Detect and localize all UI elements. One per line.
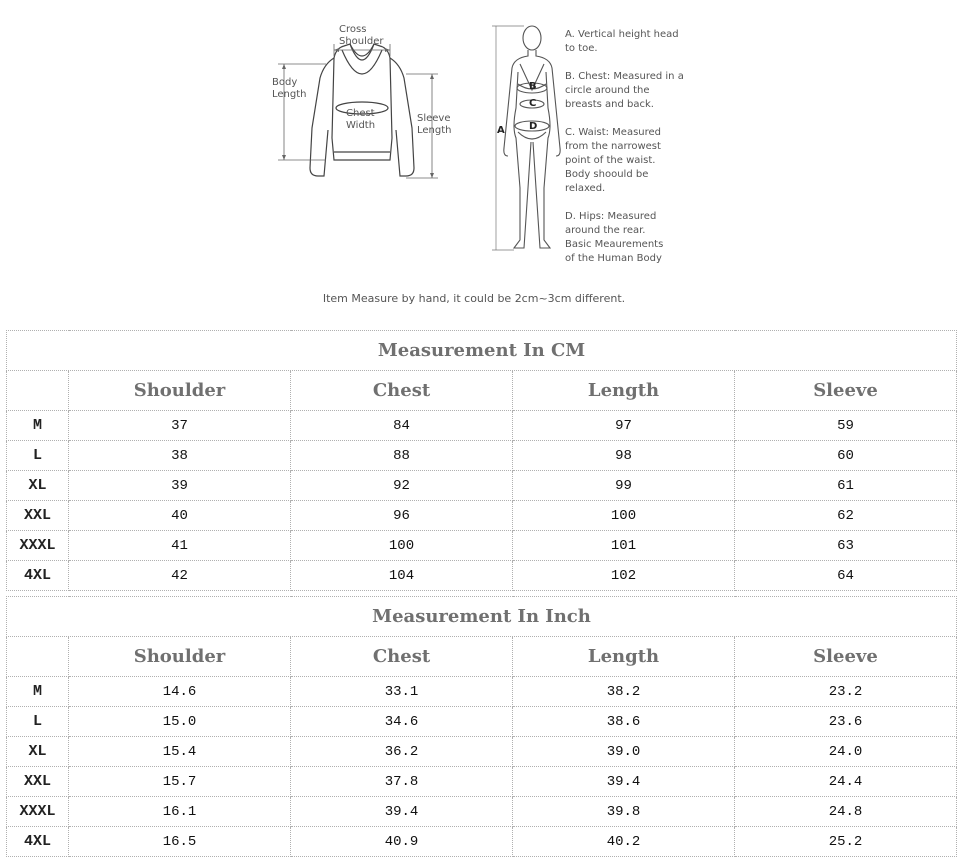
table-row [7,531,957,561]
header-chest: Chest [291,637,513,677]
legend-item-a: A. Vertical height head to toe. [565,29,679,54]
shoulder-value: 42 [69,561,291,591]
body-letter-d: D [529,121,538,132]
sleeve-value: 24.8 [735,797,957,827]
sleeve-value: 62 [735,501,957,531]
sleeve-value: 64 [735,561,957,591]
size-label: XXXL [7,531,69,561]
table-title-row [7,597,957,637]
chest-value: 104 [291,561,513,591]
shoulder-value: 37 [69,411,291,441]
chest-value: 33.1 [291,677,513,707]
shoulder-value: 38 [69,441,291,471]
table-row [7,737,957,767]
table-row [7,707,957,737]
length-value: 40.2 [513,827,735,857]
size-label: XXL [7,767,69,797]
shoulder-value: 15.4 [69,737,291,767]
table-row [7,677,957,707]
header-shoulder: Shoulder [69,637,291,677]
length-value: 39.4 [513,767,735,797]
sleeve-value: 59 [735,411,957,441]
table-row [7,561,957,591]
shoulder-value: 16.1 [69,797,291,827]
chest-width-label: Chest Width [346,108,376,131]
inch-size-table [6,596,957,857]
body-length-label: Body Length [272,77,307,100]
header-length: Length [513,637,735,677]
sleeve-length-label: Sleeve Length [417,113,452,136]
cm-size-table [6,330,957,591]
table-row [7,471,957,501]
table-title: Measurement In Inch [7,597,957,637]
sleeve-value: 24.4 [735,767,957,797]
shoulder-value: 14.6 [69,677,291,707]
legend-item-c: C. Waist: Measured from the narrowest point of the waist. Body shoould be relaxed. [565,127,662,194]
chest-value: 100 [291,531,513,561]
size-label: XL [7,737,69,767]
legend-item-d: D. Hips: Measured around the rear. Basic Meaurements of the Human Body [565,211,664,264]
size-label: M [7,677,69,707]
shoulder-value: 40 [69,501,291,531]
table-row [7,411,957,441]
sleeve-value: 61 [735,471,957,501]
shoulder-value: 15.0 [69,707,291,737]
size-label: M [7,411,69,441]
table-title: Measurement In CM [7,331,957,371]
size-label: XL [7,471,69,501]
table-header-row [7,637,957,677]
shoulder-value: 15.7 [69,767,291,797]
cross-shoulder-label: Cross Shoulder [339,24,384,47]
table-row [7,797,957,827]
header-length: Length [513,371,735,411]
length-value: 38.6 [513,707,735,737]
length-value: 98 [513,441,735,471]
sleeve-value: 23.2 [735,677,957,707]
length-value: 99 [513,471,735,501]
chest-value: 92 [291,471,513,501]
shoulder-value: 16.5 [69,827,291,857]
body-letter-c: C [529,98,537,109]
length-value: 100 [513,501,735,531]
length-value: 38.2 [513,677,735,707]
header-sleeve: Sleeve [735,371,957,411]
table-row [7,767,957,797]
chest-value: 84 [291,411,513,441]
body-letter-b: B [529,81,537,92]
sleeve-value: 60 [735,441,957,471]
header-shoulder: Shoulder [69,371,291,411]
chest-value: 34.6 [291,707,513,737]
size-guide-diagram [0,0,962,320]
length-value: 39.8 [513,797,735,827]
length-value: 39.0 [513,737,735,767]
size-label: 4XL [7,827,69,857]
size-label: 4XL [7,561,69,591]
table-row [7,501,957,531]
table-title-row [7,331,957,371]
header-sleeve: Sleeve [735,637,957,677]
sleeve-value: 25.2 [735,827,957,857]
chest-value: 88 [291,441,513,471]
length-value: 102 [513,561,735,591]
header-chest: Chest [291,371,513,411]
table-row [7,827,957,857]
sleeve-value: 24.0 [735,737,957,767]
length-value: 101 [513,531,735,561]
chest-value: 36.2 [291,737,513,767]
chest-value: 40.9 [291,827,513,857]
table-header-row [7,371,957,411]
measurement-note: Item Measure by hand, it could be 2cm~3cm different. [322,292,626,305]
body-letter-a: A [497,125,505,136]
size-label: XXXL [7,797,69,827]
length-value: 97 [513,411,735,441]
size-label: L [7,441,69,471]
shoulder-value: 39 [69,471,291,501]
table-row [7,441,957,471]
chest-value: 96 [291,501,513,531]
legend-item-b: B. Chest: Measured in a circle around the breasts and back. [565,71,684,110]
human-body-sketch-icon [490,18,570,258]
size-label: XXL [7,501,69,531]
chest-value: 37.8 [291,767,513,797]
chest-value: 39.4 [291,797,513,827]
size-label: L [7,707,69,737]
shoulder-value: 41 [69,531,291,561]
header-corner [7,637,69,677]
sleeve-value: 23.6 [735,707,957,737]
sleeve-value: 63 [735,531,957,561]
header-corner [7,371,69,411]
measurement-legend [565,28,705,280]
